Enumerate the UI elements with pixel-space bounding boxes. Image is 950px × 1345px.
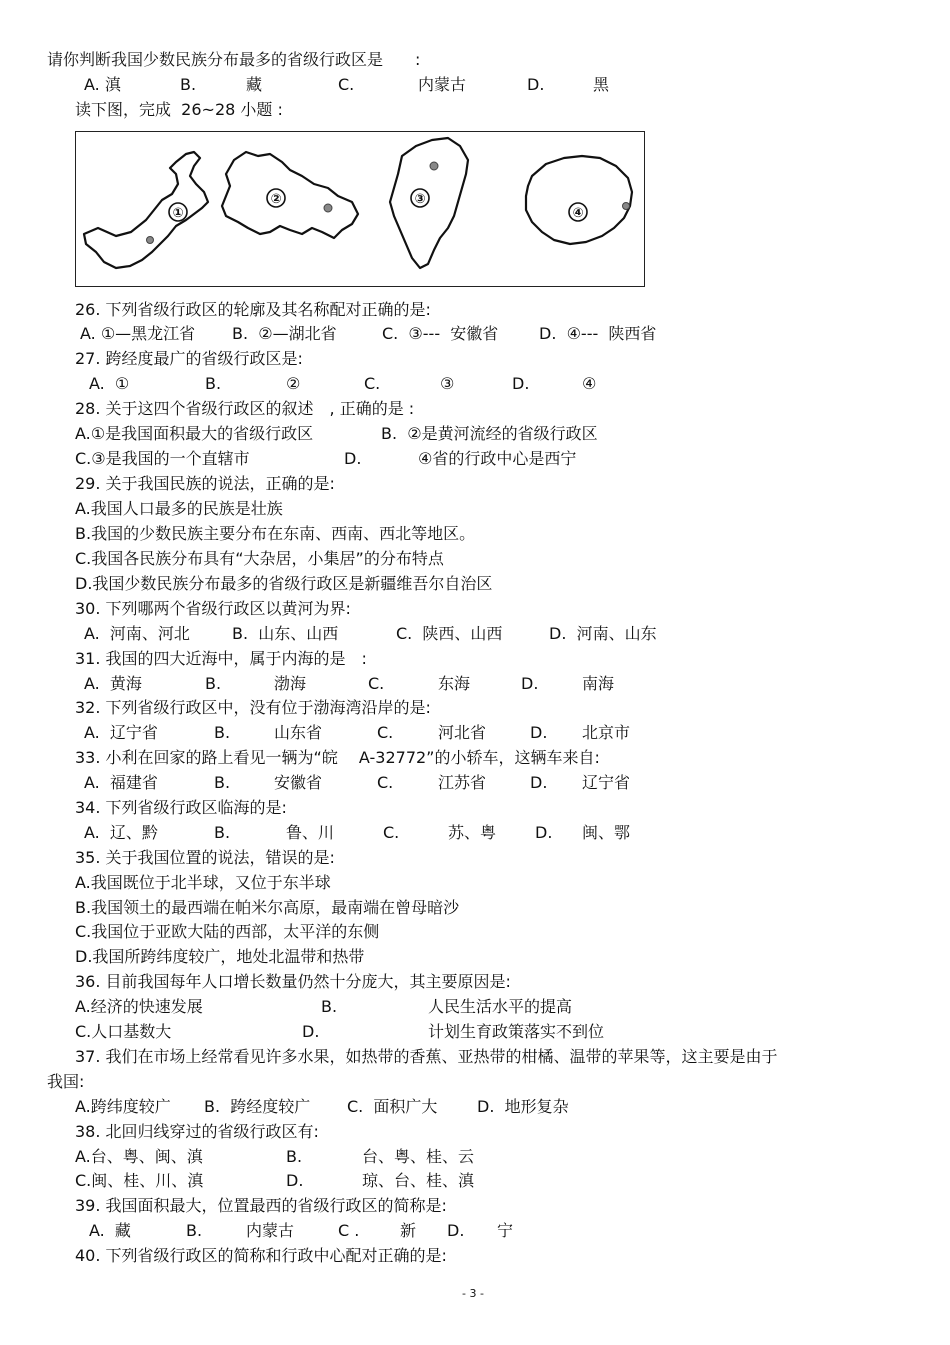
option-b-text: 人民生活水平的提高 xyxy=(428,997,573,1016)
option-d-letter: D. xyxy=(521,674,539,693)
option-b-letter: B. xyxy=(214,823,231,842)
option-d-text: 闽、鄂 xyxy=(582,823,631,842)
option-d-text: 琼、台、桂、滇 xyxy=(362,1171,475,1190)
option-c-text: 内蒙古 xyxy=(418,75,467,94)
option-d: D. ④--- 陕西省 xyxy=(539,324,657,343)
option-d-text: 北京市 xyxy=(582,723,631,742)
option-b-text: 鲁、川 xyxy=(286,823,335,842)
option-a: A. 河南、河北 xyxy=(84,624,190,643)
option-a: A.跨纬度较广 xyxy=(75,1097,171,1116)
option-b-text: 藏 xyxy=(246,75,263,94)
map-label-1: ① xyxy=(172,206,184,221)
option-b: B. ②是黄河流经的省级行政区 xyxy=(381,424,598,443)
capital-dot-2 xyxy=(324,204,332,212)
question-stem: 31. 我国的四大近海中，属于内海的是 : xyxy=(75,649,367,668)
question-stem: 34. 下列省级行政区临海的是: xyxy=(75,798,287,817)
option-d-letter: D. xyxy=(535,823,553,842)
option-c-text: ③ xyxy=(440,374,455,393)
question-stem: 30. 下列哪两个省级行政区以黄河为界: xyxy=(75,599,351,618)
option-b-text: 山东省 xyxy=(274,723,323,742)
option-d-letter: D. xyxy=(302,1022,320,1041)
option-c: C.闽、桂、川、滇 xyxy=(75,1171,204,1190)
option-b-letter: B. xyxy=(321,997,338,1016)
option-c-letter: C. xyxy=(368,674,385,693)
province-outlines xyxy=(76,132,644,286)
option-b-letter: B. xyxy=(186,1221,203,1240)
option-b: B.我国的少数民族主要分布在东南、西南、西北等地区。 xyxy=(75,524,476,543)
option-d-text: 南海 xyxy=(582,674,615,693)
question-stem: 28. 关于这四个省级行政区的叙述 , 正确的是 : xyxy=(75,399,415,418)
option-b-letter: B. xyxy=(205,674,222,693)
option-b-text: 内蒙古 xyxy=(246,1221,295,1240)
option-b-letter: B. xyxy=(180,75,197,94)
question-stem: 请你判断我国少数民族分布最多的省级行政区是 : xyxy=(47,50,421,69)
option-b-letter: B. xyxy=(214,723,231,742)
question-stem: 35. 关于我国位置的说法，错误的是: xyxy=(75,848,335,867)
question-stem: 29. 关于我国民族的说法，正确的是: xyxy=(75,474,335,493)
map-label-2: ② xyxy=(270,192,282,207)
question-stem: 33. 小利在回家的路上看见一辆为“皖 A-32772”的小轿车，这辆车来自: xyxy=(75,748,600,767)
option-c-letter: C. xyxy=(377,773,394,792)
option-d-text: ④省的行政中心是西宁 xyxy=(418,449,577,468)
option-b: B. 跨经度较广 xyxy=(204,1097,311,1116)
option-a: A. 滇 xyxy=(84,75,121,94)
capital-dot-1 xyxy=(147,237,154,244)
option-a: A. 辽宁省 xyxy=(84,723,158,742)
option-d-text: 黑 xyxy=(593,75,610,94)
province-outline-figure xyxy=(75,131,645,287)
option-d: D.我国少数民族分布最多的省级行政区是新疆维吾尔自治区 xyxy=(75,574,493,593)
outline-4 xyxy=(526,156,632,244)
option-c-text: 东海 xyxy=(438,674,471,693)
option-b-text: 渤海 xyxy=(274,674,307,693)
option-d: D. 地形复杂 xyxy=(477,1097,569,1116)
option-a: A. 黄海 xyxy=(84,674,142,693)
capital-dot-4 xyxy=(623,203,630,210)
option-a: A.台、粤、闽、滇 xyxy=(75,1147,203,1166)
option-c-letter: C . xyxy=(338,1221,360,1240)
option-d-letter: D. xyxy=(530,773,548,792)
option-b-letter: B. xyxy=(214,773,231,792)
option-d-letter: D. xyxy=(344,449,362,468)
option-b: B. 山东、山西 xyxy=(232,624,339,643)
option-a: A.我国既位于北半球，又位于东半球 xyxy=(75,873,331,892)
option-a: A.①是我国面积最大的省级行政区 xyxy=(75,424,314,443)
option-c-text: 新 xyxy=(400,1221,417,1240)
option-d-letter: D. xyxy=(530,723,548,742)
question-stem: 32. 下列省级行政区中，没有位于渤海湾沿岸的是: xyxy=(75,698,431,717)
option-c-letter: C. xyxy=(338,75,355,94)
question-stem-continued: 我国: xyxy=(47,1072,85,1091)
map-label-4: ④ xyxy=(572,206,584,221)
outline-1 xyxy=(84,152,208,268)
map-label-3: ③ xyxy=(414,192,426,207)
option-b-letter: B. xyxy=(205,374,222,393)
option-c-text: 河北省 xyxy=(438,723,487,742)
option-c: C. 面积广大 xyxy=(347,1097,438,1116)
option-d: D. 河南、山东 xyxy=(549,624,657,643)
question-stem: 38. 北回归线穿过的省级行政区有: xyxy=(75,1122,319,1141)
option-c: C.人口基数大 xyxy=(75,1022,172,1041)
option-a: A. 辽、黔 xyxy=(84,823,158,842)
outline-2 xyxy=(222,152,358,238)
question-stem: 26. 下列省级行政区的轮廓及其名称配对正确的是: xyxy=(75,300,431,319)
option-c-text: 江苏省 xyxy=(438,773,487,792)
option-b-text: 安徽省 xyxy=(274,773,323,792)
option-b-text: 台、粤、桂、云 xyxy=(362,1147,475,1166)
capital-dot-3 xyxy=(430,162,438,170)
outline-3 xyxy=(390,138,468,268)
option-d-letter: D. xyxy=(447,1221,465,1240)
option-b-letter: B. xyxy=(286,1147,303,1166)
option-d-text: 辽宁省 xyxy=(582,773,631,792)
option-b: B. ②—湖北省 xyxy=(232,324,337,343)
option-a: A.我国人口最多的民族是壮族 xyxy=(75,499,283,518)
option-c: C.③是我国的一个直辖市 xyxy=(75,449,250,468)
option-a: A. 藏 xyxy=(89,1221,131,1240)
option-a: A. ①—黑龙江省 xyxy=(80,324,196,343)
option-c-letter: C. xyxy=(377,723,394,742)
option-c: C. ③--- 安徽省 xyxy=(382,324,499,343)
option-c-letter: C. xyxy=(383,823,400,842)
option-d-text: 计划生育政策落实不到位 xyxy=(428,1022,605,1041)
option-d-letter: D. xyxy=(512,374,530,393)
option-d-text: 宁 xyxy=(497,1221,514,1240)
question-stem: 39. 我国面积最大，位置最西的省级行政区的简称是: xyxy=(75,1196,447,1215)
option-c: C.我国各民族分布具有“大杂居，小集居”的分布特点 xyxy=(75,549,444,568)
option-d-letter: D. xyxy=(527,75,545,94)
question-stem: 36. 目前我国每年人口增长数量仍然十分庞大，其主要原因是: xyxy=(75,972,511,991)
option-a: A.经济的快速发展 xyxy=(75,997,203,1016)
question-stem: 40. 下列省级行政区的简称和行政中心配对正确的是: xyxy=(75,1246,447,1265)
option-c-letter: C. xyxy=(364,374,381,393)
question-stem: 37. 我们在市场上经常看见许多水果，如热带的香蕉、亚热带的柑橘、温带的苹果等，这主要是由于 xyxy=(75,1047,778,1066)
option-c: C. 陕西、山西 xyxy=(396,624,503,643)
option-c-text: 苏、粤 xyxy=(448,823,497,842)
option-a: A. 福建省 xyxy=(84,773,158,792)
option-d-text: ④ xyxy=(582,374,597,393)
question-stem: 27. 跨经度最广的省级行政区是: xyxy=(75,349,303,368)
option-c: C.我国位于亚欧大陆的西部，太平洋的东侧 xyxy=(75,922,380,941)
option-d: D.我国所跨纬度较广，地处北温带和热带 xyxy=(75,947,365,966)
option-d-letter: D. xyxy=(286,1171,304,1190)
option-b: B.我国领土的最西端在帕米尔高原，最南端在曾母暗沙 xyxy=(75,898,460,917)
option-b-text: ② xyxy=(286,374,301,393)
option-a: A. ① xyxy=(89,374,130,393)
page-number: - 3 - xyxy=(462,1287,484,1300)
map-intro: 读下图，完成 26~28 小题 : xyxy=(75,100,283,119)
